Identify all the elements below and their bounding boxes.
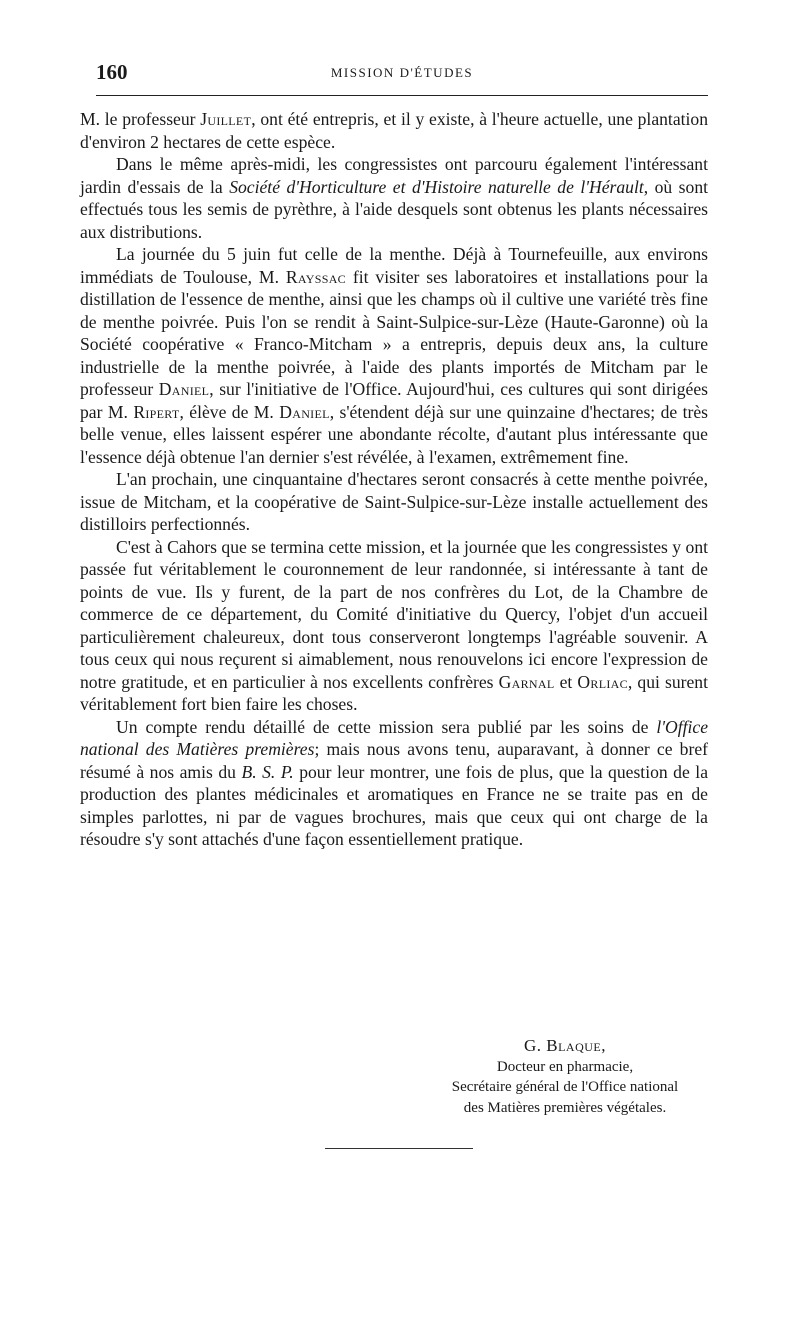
paragraph-1 <box>80 108 708 153</box>
person-name: Daniel <box>158 379 210 399</box>
person-name: Juillet <box>200 109 252 129</box>
text-run: et <box>554 671 578 692</box>
header-rule <box>96 95 708 96</box>
text-run: , sur l'initiative de l'Office. Aujourd'hui, ces cultures qui sont dirigées par M. <box>80 379 708 422</box>
text-run: pour leur montrer, une fois de plus, que la question de la production des plantes médicinales et aromatiques en France ne se traite pas en de simples parlottes, ni par de vagues brochures, mais que ceux qui ont charge de la résoudre s'y sont attachés d'une façon essentiellement pratique. <box>80 761 709 849</box>
signature-block <box>400 1036 730 1118</box>
paragraph-4 <box>80 468 708 536</box>
section-end-rule <box>325 1148 473 1149</box>
text-run: fit visiter ses laboratoires et installations pour la distillation de l'essence de menthe, ainsi que les champs où il cultive une variété très fine de menthe poivrée. Puis l'on se rendit à Saint-Sulpice-sur-Lèze (Haute-Garonne) où la Société coopérative « Franco-Mitcham » a entrepris, depuis deux ans, la culture industrielle de la menthe poivrée, à l'aide des plants importés de Mitcham par le professeur <box>80 266 708 399</box>
body-text <box>80 108 708 851</box>
text-run: , ont été entrepris, et il y existe, à l'heure actuelle, une plantation d'environ 2 hectares de cette espèce. <box>80 109 708 152</box>
office-name: l'Office national des Matières premières <box>80 716 708 759</box>
text-run: Dans le même après-midi, les congressistes ont parcouru également l'intéressant jardin d'essais de la <box>80 154 708 197</box>
text-run: , s'étendent déjà sur une quinzaine d'hectares; de très belle venue, elles laissent espérer une abondante récolte, d'autant plus intéressante que l'essence déjà obtenue l'an dernier s'est révélée, à l'examen, extrêmement fine. <box>80 401 708 467</box>
person-name: Rayssac <box>285 266 346 287</box>
paragraph-6 <box>80 716 708 851</box>
paragraph-2 <box>80 153 708 243</box>
text-run: L'an prochain, une cinquantaine d'hectares seront consacrés à cette menthe poivrée, issue de Mitcham, et la coopérative de Saint-Sulpice-sur-Lèze installe actuellement des distilloirs perfectionnés. <box>80 469 708 534</box>
person-name: Orliac <box>577 671 628 692</box>
signature-name: G. Blaque, <box>523 1036 607 1055</box>
person-name: Ripert <box>133 401 180 422</box>
signature-line-1: Docteur en pharmacie, <box>496 1058 634 1075</box>
paragraph-3 <box>80 243 708 468</box>
text-run: C'est à Cahors que se termina cette mission, et la journée que les congressistes y ont passée fut véritablement le couronnement de leur randonnée, si intéressante à tant de points de vue. Ils y furent, de la part de nos confrères du Lot, de la Chambre de commerce de ce département, du Comité d'initiative du Quercy, l'objet d'un accueil particulièrement chaleureux, dont tous conserveront longtemps l'agréable souvenir. A tous ceux qui nous reçurent si aimablement, nous renouvelons ici encore l'expression de notre gratitude, et en particulier à nos excellents confrères <box>80 536 708 692</box>
text-run: M. le professeur <box>80 109 201 129</box>
text-run: , élève de M. <box>179 401 280 422</box>
running-title: MISSION D'ÉTUDES <box>330 65 474 80</box>
signature-line-2: Secrétaire général de l'Office national <box>451 1079 679 1095</box>
text-run: La journée du 5 juin fut celle de la menthe. Déjà à Tournefeuille, aux environs immédiats de Toulouse, M. <box>80 244 708 287</box>
text-run: ; mais nous avons tenu, auparavant, à donner ce bref résumé à nos amis du <box>80 739 708 782</box>
text-run: , où sont effectués tous les semis de pyrèthre, à l'aide desquels sont obtenus les plants nécessaires aux distributions. <box>80 176 709 242</box>
person-name: Daniel <box>279 401 330 422</box>
text-run: Un compte rendu détaillé de cette mission sera publié par les soins de <box>116 716 657 737</box>
paragraph-5 <box>80 536 708 716</box>
society-name: Société d'Horticulture et d'Histoire naturelle de l'Hérault <box>229 176 644 197</box>
page-header <box>96 60 708 90</box>
page-number: 160 <box>96 60 128 84</box>
bulletin-abbreviation: B. S. P. <box>241 761 294 782</box>
text-run: , qui surent véritablement fort bien faire les choses. <box>80 671 708 714</box>
person-name: Garnal <box>498 671 555 692</box>
signature-line-3: des Matières premières végétales. <box>463 1099 667 1116</box>
